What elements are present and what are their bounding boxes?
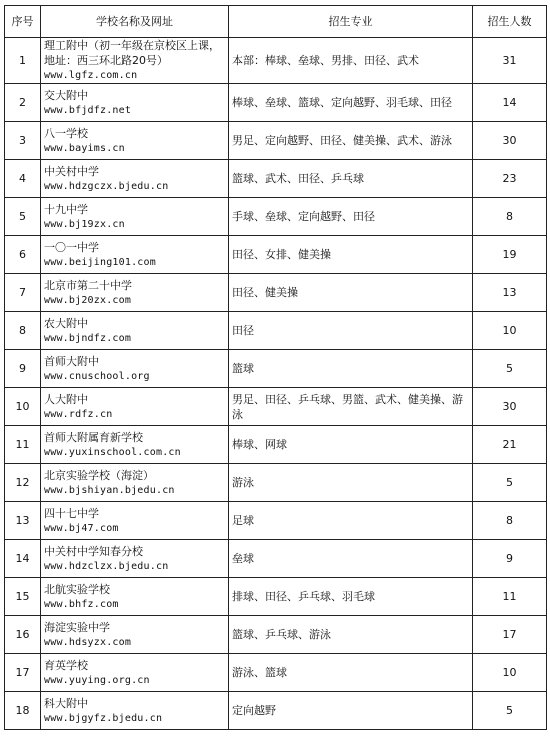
table-row bbox=[5, 122, 547, 160]
school-name: 北京市第二十中学 bbox=[44, 278, 132, 292]
row-index: 11 bbox=[5, 426, 41, 464]
row-count: 5 bbox=[473, 464, 547, 502]
row-majors: 棒球、垒球、篮球、定向越野、羽毛球、田径 bbox=[229, 84, 473, 122]
table-row bbox=[5, 426, 547, 464]
row-majors: 足球 bbox=[229, 502, 473, 540]
row-majors: 手球、垒球、定向越野、田径 bbox=[229, 198, 473, 236]
row-majors: 篮球 bbox=[229, 350, 473, 388]
table-row bbox=[5, 388, 547, 426]
row-index: 10 bbox=[5, 388, 41, 426]
school-name: 交大附中 bbox=[44, 88, 88, 102]
row-school bbox=[41, 426, 229, 464]
row-count: 8 bbox=[473, 502, 547, 540]
row-majors: 游泳、篮球 bbox=[229, 654, 473, 692]
school-url: www.yuxinschool.com.cn bbox=[44, 446, 181, 458]
row-index: 14 bbox=[5, 540, 41, 578]
table-row bbox=[5, 502, 547, 540]
row-majors: 篮球、乒乓球、游泳 bbox=[229, 616, 473, 654]
row-school bbox=[41, 388, 229, 426]
header-school: 学校名称及网址 bbox=[41, 6, 229, 38]
header-row bbox=[5, 6, 547, 38]
row-index: 12 bbox=[5, 464, 41, 502]
row-majors: 本部：棒球、垒球、男排、田径、武术 bbox=[229, 38, 473, 84]
school-name: 北航实验学校 bbox=[44, 582, 110, 596]
row-index: 7 bbox=[5, 274, 41, 312]
row-index: 16 bbox=[5, 616, 41, 654]
row-school bbox=[41, 236, 229, 274]
row-count: 19 bbox=[473, 236, 547, 274]
school-url: www.hdsyzx.com bbox=[44, 636, 132, 648]
row-majors: 篮球、武术、田径、乒乓球 bbox=[229, 160, 473, 198]
school-url: www.bhfz.com bbox=[44, 598, 119, 610]
school-url: www.bayims.cn bbox=[44, 142, 125, 154]
school-url: www.beijing101.com bbox=[44, 256, 156, 268]
row-index: 5 bbox=[5, 198, 41, 236]
table-row bbox=[5, 692, 547, 730]
school-url: www.bj47.com bbox=[44, 522, 119, 534]
row-index: 6 bbox=[5, 236, 41, 274]
table-row bbox=[5, 616, 547, 654]
row-index: 8 bbox=[5, 312, 41, 350]
row-count: 21 bbox=[473, 426, 547, 464]
row-school bbox=[41, 274, 229, 312]
row-count: 10 bbox=[473, 654, 547, 692]
row-school bbox=[41, 122, 229, 160]
row-school bbox=[41, 350, 229, 388]
school-name: 一〇一中学 bbox=[44, 240, 99, 254]
row-majors: 棒球、网球 bbox=[229, 426, 473, 464]
row-school bbox=[41, 312, 229, 350]
row-school bbox=[41, 578, 229, 616]
row-majors: 男足、定向越野、田径、健美操、武术、游泳 bbox=[229, 122, 473, 160]
table-row bbox=[5, 464, 547, 502]
table-row bbox=[5, 350, 547, 388]
header-index: 序号 bbox=[5, 6, 41, 38]
table-row bbox=[5, 654, 547, 692]
table-row bbox=[5, 540, 547, 578]
school-url: www.hdzgczx.bjedu.cn bbox=[44, 180, 169, 192]
row-count: 30 bbox=[473, 388, 547, 426]
school-url: www.bj19zx.cn bbox=[44, 218, 125, 230]
row-index: 17 bbox=[5, 654, 41, 692]
row-majors: 游泳 bbox=[229, 464, 473, 502]
row-index: 2 bbox=[5, 84, 41, 122]
row-school bbox=[41, 654, 229, 692]
row-count: 5 bbox=[473, 692, 547, 730]
row-majors: 田径、女排、健美操 bbox=[229, 236, 473, 274]
school-name: 农大附中 bbox=[44, 316, 88, 330]
row-majors: 男足、田径、乒乓球、男篮、武术、健美操、游泳 bbox=[229, 388, 473, 426]
row-school bbox=[41, 464, 229, 502]
row-index: 13 bbox=[5, 502, 41, 540]
row-count: 13 bbox=[473, 274, 547, 312]
school-name: 北京实验学校（海淀） bbox=[44, 468, 154, 482]
school-name: 首师大附属育新学校 bbox=[44, 430, 143, 444]
row-index: 15 bbox=[5, 578, 41, 616]
row-school bbox=[41, 198, 229, 236]
row-count: 30 bbox=[473, 122, 547, 160]
table-row bbox=[5, 160, 547, 198]
school-url: www.yuying.org.cn bbox=[44, 674, 150, 686]
row-majors: 定向越野 bbox=[229, 692, 473, 730]
row-count: 10 bbox=[473, 312, 547, 350]
table-body bbox=[5, 38, 547, 730]
table-row bbox=[5, 578, 547, 616]
enrollment-table bbox=[4, 5, 547, 730]
row-index: 3 bbox=[5, 122, 41, 160]
school-name: 育英学校 bbox=[44, 658, 88, 672]
row-school bbox=[41, 616, 229, 654]
table-row bbox=[5, 312, 547, 350]
row-index: 4 bbox=[5, 160, 41, 198]
table-row bbox=[5, 236, 547, 274]
school-name: 十九中学 bbox=[44, 202, 88, 216]
school-url: www.bjgyfz.bjedu.cn bbox=[44, 712, 163, 724]
school-name: 海淀实验中学 bbox=[44, 620, 110, 634]
school-url: www.cnuschool.org bbox=[44, 370, 150, 382]
row-school bbox=[41, 502, 229, 540]
row-count: 31 bbox=[473, 38, 547, 84]
row-count: 17 bbox=[473, 616, 547, 654]
row-majors: 田径、健美操 bbox=[229, 274, 473, 312]
row-school bbox=[41, 540, 229, 578]
school-name: 科大附中 bbox=[44, 696, 88, 710]
row-index: 1 bbox=[5, 38, 41, 84]
school-name: 中关村中学知春分校 bbox=[44, 544, 143, 558]
school-url: www.bjshiyan.bjedu.cn bbox=[44, 484, 175, 496]
row-count: 8 bbox=[473, 198, 547, 236]
school-url: www.bj20zx.com bbox=[44, 294, 132, 306]
table-row bbox=[5, 38, 547, 84]
row-count: 23 bbox=[473, 160, 547, 198]
school-name: 首师大附中 bbox=[44, 354, 99, 368]
school-name: 四十七中学 bbox=[44, 506, 99, 520]
table-row bbox=[5, 198, 547, 236]
row-majors: 排球、田径、乒乓球、羽毛球 bbox=[229, 578, 473, 616]
row-count: 14 bbox=[473, 84, 547, 122]
row-school bbox=[41, 84, 229, 122]
table-row bbox=[5, 84, 547, 122]
school-url: www.bfjdfz.net bbox=[44, 104, 132, 116]
header-count: 招生人数 bbox=[473, 6, 547, 38]
row-count: 5 bbox=[473, 350, 547, 388]
table-row bbox=[5, 274, 547, 312]
school-url: www.bjndfz.com bbox=[44, 332, 132, 344]
row-school bbox=[41, 692, 229, 730]
row-count: 11 bbox=[473, 578, 547, 616]
row-count: 9 bbox=[473, 540, 547, 578]
school-url: www.hdzclzx.bjedu.cn bbox=[44, 560, 169, 572]
row-school bbox=[41, 38, 229, 84]
header-majors: 招生专业 bbox=[229, 6, 473, 38]
school-name: 八一学校 bbox=[44, 126, 88, 140]
school-url: www.rdfz.cn bbox=[44, 408, 113, 420]
school-name: 理工附中（初一年级在京校区上课，地址：西三环北路20号） bbox=[44, 39, 220, 67]
school-name: 人大附中 bbox=[44, 392, 88, 406]
row-school bbox=[41, 160, 229, 198]
school-url: www.lgfz.com.cn bbox=[44, 70, 138, 81]
row-index: 9 bbox=[5, 350, 41, 388]
row-majors: 田径 bbox=[229, 312, 473, 350]
school-name: 中关村中学 bbox=[44, 164, 99, 178]
row-index: 18 bbox=[5, 692, 41, 730]
row-majors: 垒球 bbox=[229, 540, 473, 578]
